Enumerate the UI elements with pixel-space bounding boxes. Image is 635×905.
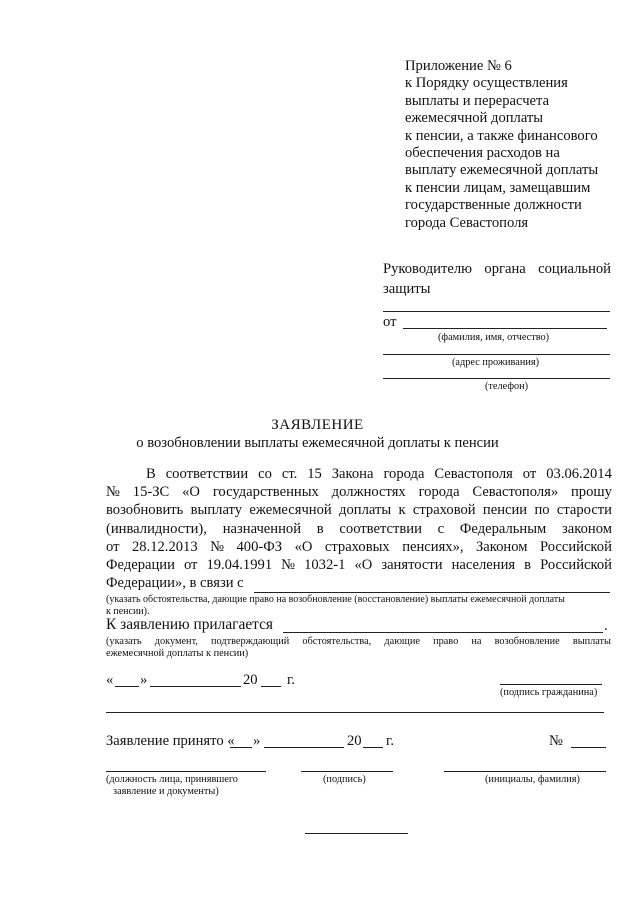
reason-field-line[interactable] (254, 592, 610, 593)
addressee-word: социальной (538, 261, 611, 277)
attachments-hint-1: (указать документ, подтверждающий обстоятельства, дающие право на возобновление выплаты (106, 636, 611, 647)
appendix-line: обеспечения расходов на (405, 145, 560, 162)
addressee-word: органа (484, 261, 526, 277)
body-line: Федерации от 19.04.1991 № 1032-1 «О занятости населения в Российской (106, 557, 612, 574)
reason-hint-1: (указать обстоятельства, дающие право на возобновление (восстановление) выплаты ежемесячной доплаты (106, 594, 565, 605)
appendix-line: выплаты и перерасчета (405, 92, 550, 109)
separator-line (106, 712, 604, 713)
address-field-line[interactable] (383, 354, 610, 355)
body-line: (инвалидности), назначенной в соответствии с Федеральным законом (106, 520, 612, 537)
date-day-field[interactable] (115, 686, 139, 687)
attachments-hint-2: ежемесячной доплаты к пенсии) (106, 648, 249, 659)
appendix-line: к Порядку осуществления (405, 75, 568, 92)
document-title: ЗАЯВЛЕНИЕ (271, 417, 364, 433)
appendix-line: ежемесячной доплаты (405, 110, 544, 127)
body-line: № 15-ЗС «О государственных должностях города Севастополя» прошу (106, 484, 612, 501)
accepted-month-field[interactable] (264, 747, 344, 748)
appendix-line: государственные должности (405, 197, 582, 214)
phone-hint: (телефон) (485, 381, 529, 392)
citizen-signature-hint: (подпись гражданина) (500, 687, 598, 698)
accepted-number-field[interactable] (571, 747, 606, 748)
citizen-signature-field[interactable] (500, 684, 602, 685)
date-year-prefix: 20 (243, 672, 258, 688)
body-line: от 28.12.2013 № 400-ФЗ «О страховых пенсиях», Законом Российской (106, 538, 612, 555)
date-close-quote: » (140, 672, 148, 688)
footer-line (305, 833, 408, 834)
date-year-field[interactable] (261, 686, 281, 687)
address-hint: (адрес проживания) (452, 357, 540, 368)
official-signature-hint: (подпись) (323, 774, 366, 785)
attachments-dot: . (604, 618, 608, 634)
appendix-line: к пенсии лицам, замещавшим (405, 179, 591, 196)
body-line-last: Федерации», в связи с (106, 575, 244, 592)
accepted-label: Заявление принято « (106, 733, 235, 749)
date-year-suffix: г. (287, 672, 295, 688)
position-field-line[interactable] (106, 771, 266, 772)
date-month-field[interactable] (150, 686, 241, 687)
appendix-line: Приложение № 6 (405, 58, 512, 74)
name-field-line[interactable] (403, 328, 607, 329)
body-line: возобновить выплату ежемесячной доплаты к страховой пенсии по старости (106, 502, 612, 519)
appendix-line: к пенсии, а также финансового (405, 127, 598, 144)
appendix-header (405, 58, 625, 232)
accepted-day-field[interactable] (230, 747, 252, 748)
initials-field-line[interactable] (444, 771, 606, 772)
attachments-label: К заявлению прилагается (106, 616, 273, 633)
accepted-number-label: № (549, 733, 563, 749)
date-open-quote: « (106, 672, 114, 688)
addressee-line-2: защиты (383, 281, 431, 297)
accepted-year-prefix: 20 (347, 733, 362, 749)
name-hint: (фамилия, имя, отчество) (438, 332, 550, 343)
initials-hint: (инициалы, фамилия) (485, 774, 580, 785)
body-line: В соответствии со ст. 15 Закона города Севастополя от 03.06.2014 (146, 466, 612, 482)
addressee-block (383, 259, 611, 299)
reason-hint-2: к пенсии). (106, 606, 150, 617)
accepted-year-suffix: г. (386, 733, 394, 749)
attachments-field-line[interactable] (283, 632, 603, 633)
addressee-line-1 (383, 259, 611, 279)
position-hint-1: (должность лица, принявшего (106, 774, 238, 785)
accepted-year-field[interactable] (363, 747, 383, 748)
position-hint-2: заявление и документы) (113, 786, 219, 797)
addressee-blank-line[interactable] (383, 311, 610, 312)
document-subtitle: о возобновлении выплаты ежемесячной доплаты к пенсии (136, 435, 499, 451)
appendix-line: выплату ежемесячной доплаты (405, 162, 599, 179)
addressee-word: Руководителю (383, 261, 473, 277)
official-signature-field[interactable] (301, 771, 393, 772)
from-label: от (383, 314, 397, 330)
phone-field-line[interactable] (383, 378, 610, 379)
body-paragraph (106, 465, 612, 592)
appendix-line: города Севастополя (405, 214, 529, 231)
accepted-close-quote: » (253, 733, 261, 749)
